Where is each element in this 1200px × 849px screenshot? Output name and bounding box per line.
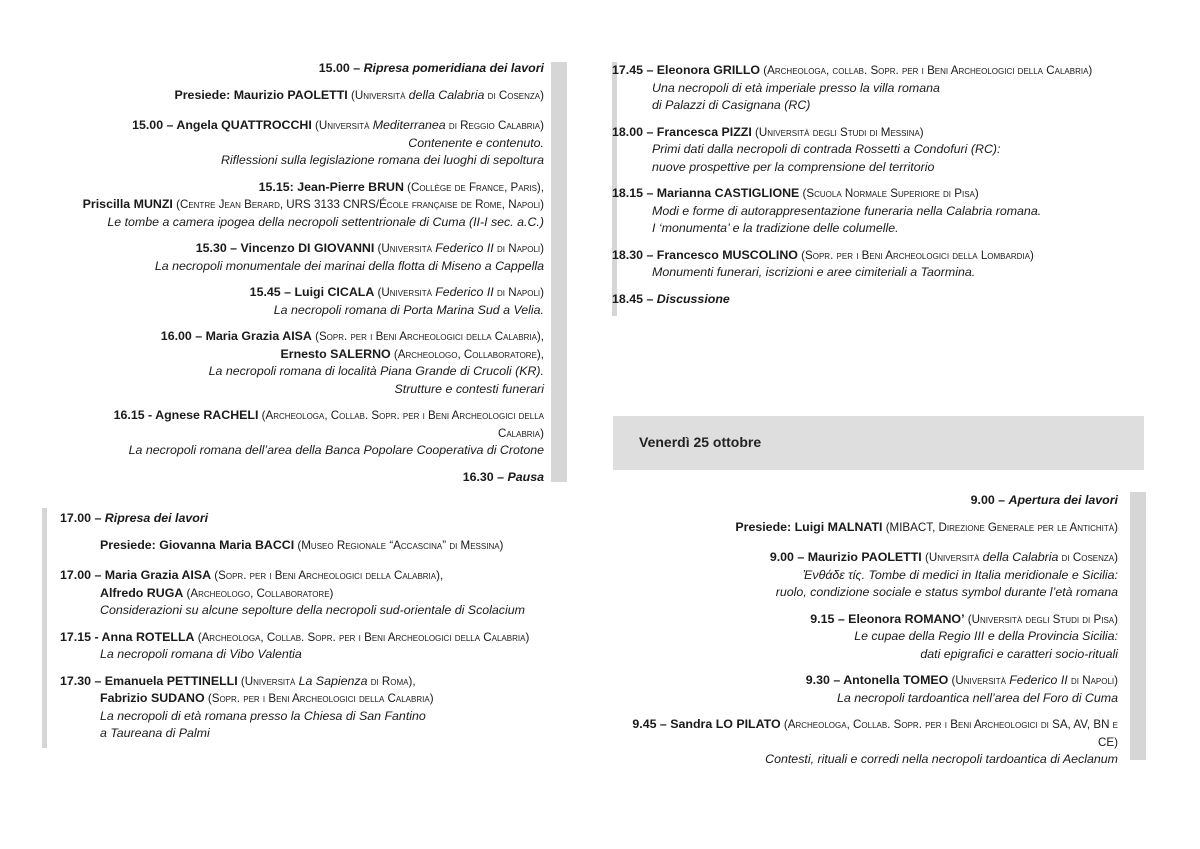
affiliation-text: (Università xyxy=(948,674,1010,687)
entry-heading xyxy=(612,291,1112,309)
entry-heading xyxy=(70,284,544,302)
affiliation-text: (Sopr. per i Beni Archeologici della Calabria) xyxy=(204,692,434,705)
program-column-afternoon-1 xyxy=(70,60,544,495)
affiliation-text: (Università xyxy=(347,88,409,102)
talk-title: Le tombe a camera ipogea della necropoli settentrionale di Cuma (II-I sec. a.C.) xyxy=(107,214,544,229)
entry-heading xyxy=(70,240,544,258)
talk-title: Contenente e contenuto. xyxy=(408,135,544,150)
affiliation-text: di Napoli) xyxy=(1067,674,1118,687)
day-header-box xyxy=(613,416,1144,470)
speaker-name: 18.00 – Francesca PIZZI xyxy=(612,124,752,139)
entry-heading xyxy=(70,407,544,442)
affiliation-text: (Archeologa, Collab. Sopr. per i Beni Archeologici della Calabria) xyxy=(194,630,530,644)
speaker-name: 15.30 – Vincenzo DI GIOVANNI xyxy=(195,241,375,255)
talk-title: La necropoli romana dell’area della Banca Popolare Cooperativa di Crotone xyxy=(128,443,544,457)
talk-title: nuove prospettive per la comprensione del territorio xyxy=(652,159,935,174)
speaker-name: 18.30 – Francesco MUSCOLINO xyxy=(612,247,798,262)
talk-title: La necropoli di età romana presso la Chiesa di San Fantino xyxy=(100,708,426,723)
emphasis-text: della Calabria xyxy=(982,550,1059,564)
program-entry xyxy=(60,510,550,528)
entry-heading xyxy=(60,567,550,585)
speaker-name: 9.45 – Sandra LO PILATO xyxy=(632,717,781,731)
program-entry xyxy=(612,716,1118,769)
affiliation-text: (Archeologa, Collab. Sopr. per i Beni Archeologici della Calabria) xyxy=(258,409,544,440)
emphasis-text: Mediterranea xyxy=(372,118,446,132)
affiliation-text: (MIBACT, Direzione Generale per le Antichità) xyxy=(882,520,1118,534)
emphasis-text: Federico II xyxy=(435,241,494,255)
program-entry xyxy=(70,240,544,275)
speaker-name: 17.45 – Eleonora GRILLO xyxy=(612,63,761,77)
affiliation-text: (Università xyxy=(921,551,983,564)
entry-heading xyxy=(612,185,1112,203)
entry-heading xyxy=(60,629,550,647)
speaker-name: 9.15 – Eleonora ROMANO’ xyxy=(810,611,965,626)
talk-title: La necropoli tardoantica nell’area del Foro di Cuma xyxy=(836,690,1118,705)
program-entry xyxy=(612,519,1118,537)
talk-title: di Palazzi di Casignana (RC) xyxy=(652,98,811,112)
affiliation-text: (Collège de France, Paris), xyxy=(403,180,544,194)
divider-bar-top-left xyxy=(551,62,567,482)
program-entry xyxy=(612,62,1112,115)
speaker-name: 9.30 – Antonella TOMEO xyxy=(805,673,949,687)
affiliation-text: (Archeologa, collab. Sopr. per i Beni Archeologici della Calabria) xyxy=(760,64,1093,77)
entry-heading xyxy=(70,328,544,346)
emphasis-text: La Sapienza xyxy=(298,673,368,688)
entry-heading xyxy=(612,519,1118,537)
program-entry xyxy=(70,179,544,232)
affiliation-text: di Napoli) xyxy=(493,242,544,255)
speaker-name: 15.00 – Angela QUATTROCCHI xyxy=(132,118,312,132)
entry-coauthor xyxy=(70,346,544,364)
speaker-name: 18.45 – xyxy=(612,291,657,306)
speaker-name: 9.00 – xyxy=(970,493,1009,507)
speaker-name: Discussione xyxy=(656,291,730,306)
speaker-name: Apertura dei lavori xyxy=(1008,493,1118,507)
affiliation-text: (Università xyxy=(311,119,373,132)
entry-heading xyxy=(70,179,544,197)
entry-heading xyxy=(612,62,1112,80)
talk-title: Strutture e contesti funerari xyxy=(394,381,544,396)
speaker-name: Ernesto SALERNO xyxy=(280,346,391,361)
program-entry xyxy=(612,124,1112,177)
talk-title: Contesti, rituali e corredi nella necropoli tardoantica di Aeclanum xyxy=(765,752,1118,766)
divider-bar-bottom-right xyxy=(1130,492,1146,760)
talk-title: La necropoli romana di Vibo Valentia xyxy=(100,647,302,661)
program-entry xyxy=(612,492,1118,510)
program-entry xyxy=(60,537,550,555)
speaker-name: 16.30 – xyxy=(462,469,508,484)
speaker-name: 9.00 – Maurizio PAOLETTI xyxy=(769,550,922,564)
speaker-name: 17.00 – Maria Grazia AISA xyxy=(60,568,212,582)
program-entry xyxy=(612,185,1112,238)
day-header-title: Venerdì 25 ottobre xyxy=(639,434,762,450)
entry-heading xyxy=(612,247,1112,265)
affiliation-text: (Università xyxy=(374,242,436,255)
program-entry xyxy=(612,672,1118,707)
entry-coauthor xyxy=(60,690,550,708)
speaker-name: Alfredo RUGA xyxy=(100,585,184,600)
program-column-evening xyxy=(612,62,1112,317)
talk-title: La necropoli romana di località Piana Grande di Crucoli (KR). xyxy=(208,364,544,378)
talk-title: Ἐνθάδε τίς. Tombe di medici in Italia meridionale e Sicilia: xyxy=(802,567,1118,582)
program-entry xyxy=(612,549,1118,602)
speaker-name: 17.30 – Emanuela PETTINELLI xyxy=(60,673,238,688)
talk-title: Le cupae della Regio III e della Provincia Sicilia: xyxy=(854,629,1118,643)
entry-heading xyxy=(70,117,544,135)
talk-title: Monumenti funerari, iscrizioni e aree cimiteriali a Taormina. xyxy=(652,265,976,279)
program-entry xyxy=(70,328,544,398)
affiliation-text: (Sopr. per i Beni Archeologici della Lombardia) xyxy=(797,248,1034,262)
program-entry xyxy=(70,87,544,105)
entry-heading xyxy=(612,124,1112,142)
affiliation-text: (Archeologa, Collab. Sopr. per i Beni Archeologici di SA, AV, BN e CE) xyxy=(780,718,1118,749)
talk-title: Riflessioni sulla legislazione romana dei luoghi di sepoltura xyxy=(220,153,544,167)
speaker-name: Ripresa dei lavori xyxy=(104,511,209,525)
program-entry xyxy=(70,407,544,460)
affiliation-text: (Università degli Studi di Messina) xyxy=(751,125,924,139)
affiliation-text: (Sopr. per i Beni Archeologici della Calabria), xyxy=(211,569,444,582)
speaker-name: 15.00 – xyxy=(318,61,364,75)
talk-title: dati epigrafici e caratteri socio-rituali xyxy=(920,646,1118,661)
emphasis-text: Federico II xyxy=(435,285,494,299)
talk-title: Una necropoli di età imperiale presso la villa romana xyxy=(652,80,940,95)
affiliation-text: di Cosenza) xyxy=(1058,551,1118,564)
entry-heading xyxy=(612,549,1118,567)
program-entry xyxy=(60,567,550,620)
program-entry xyxy=(70,117,544,170)
affiliation-text: di Cosenza) xyxy=(484,88,544,102)
speaker-name: 15.15: Jean-Pierre BRUN xyxy=(258,179,404,194)
entry-heading xyxy=(70,87,544,105)
entry-coauthor xyxy=(70,196,544,214)
affiliation-text: (Università xyxy=(374,286,436,299)
speaker-name: Pausa xyxy=(507,469,544,484)
affiliation-text: (Archeologo, Collaboratore), xyxy=(390,347,544,361)
speaker-name: Ripresa pomeridiana dei lavori xyxy=(363,61,544,75)
affiliation-text: di Napoli) xyxy=(493,286,544,299)
speaker-name: 18.15 – Marianna CASTIGLIONE xyxy=(612,186,800,200)
entry-heading xyxy=(612,611,1118,629)
talk-title: Modi e forme di autorappresentazione funeraria nella Calabria romana. xyxy=(652,203,1042,218)
program-entry xyxy=(612,247,1112,282)
speaker-name: Presiede: Luigi MALNATI xyxy=(735,519,883,534)
entry-heading xyxy=(612,672,1118,690)
speaker-name: 17.00 – xyxy=(60,511,105,525)
talk-title: La necropoli monumentale dei marinai della flotta di Miseno a Cappella xyxy=(154,258,544,273)
affiliation-text: (Università degli Studi di Pisa) xyxy=(964,612,1118,626)
speaker-name: 15.45 – Luigi CICALA xyxy=(249,285,375,299)
affiliation-text: di Roma), xyxy=(367,674,416,688)
speaker-name: 16.00 – Maria Grazia AISA xyxy=(160,329,312,343)
entry-heading xyxy=(70,469,544,487)
speaker-name: 16.15 - Agnese RACHELI xyxy=(113,408,259,422)
program-entry xyxy=(612,611,1118,664)
entry-heading xyxy=(70,60,544,78)
program-entry xyxy=(70,60,544,78)
talk-title: I ‘monumenta’ e la tradizione delle columelle. xyxy=(652,221,899,235)
entry-heading xyxy=(612,716,1118,751)
affiliation-text: (Sopr. per i Beni Archeologici della Calabria), xyxy=(311,330,544,343)
speaker-name: Presiede: Maurizio PAOLETTI xyxy=(174,87,348,102)
talk-title: La necropoli romana di Porta Marina Sud a Velia. xyxy=(273,302,544,317)
affiliation-text: (Scuola Normale Superiore di Pisa) xyxy=(799,187,979,200)
affiliation-text: (Archeologo, Collaboratore) xyxy=(183,586,334,600)
entry-heading xyxy=(612,492,1118,510)
talk-title: ruolo, condizione sociale e status symbol durante l’età romana xyxy=(775,585,1118,599)
program-column-friday-morning xyxy=(612,492,1118,778)
entry-heading xyxy=(60,673,550,691)
entry-heading xyxy=(60,537,550,555)
program-entry xyxy=(60,629,550,664)
entry-coauthor xyxy=(60,585,550,603)
affiliation-text: (Università xyxy=(237,674,299,688)
talk-title: Primi dati dalla necropoli di contrada Rossetti a Condofuri (RC): xyxy=(652,142,1001,156)
program-entry xyxy=(612,291,1112,309)
affiliation-text: (Centre Jean Berard, URS 3133 CNRS/École française de Rome, Napoli) xyxy=(172,198,544,211)
program-column-afternoon-2 xyxy=(60,510,550,752)
affiliation-text: (Museo Regionale “Accascina” di Messina) xyxy=(294,538,504,552)
emphasis-text: Federico II xyxy=(1009,673,1068,687)
program-entry xyxy=(60,673,550,743)
emphasis-text: della Calabria xyxy=(408,87,485,102)
divider-bar-bottom-left xyxy=(42,508,47,748)
talk-title: a Taureana di Palmi xyxy=(100,726,210,740)
speaker-name: Presiede: Giovanna Maria BACCI xyxy=(100,537,295,552)
program-entry xyxy=(70,284,544,319)
speaker-name: Priscilla MUNZI xyxy=(82,197,173,211)
affiliation-text: di Reggio Calabria) xyxy=(445,119,544,132)
program-entry xyxy=(70,469,544,487)
speaker-name: 17.15 - Anna ROTELLA xyxy=(60,629,195,644)
speaker-name: Fabrizio SUDANO xyxy=(100,691,205,705)
entry-heading xyxy=(60,510,550,528)
talk-title: Considerazioni su alcune sepolture della necropoli sud-orientale di Scolacium xyxy=(100,603,525,617)
